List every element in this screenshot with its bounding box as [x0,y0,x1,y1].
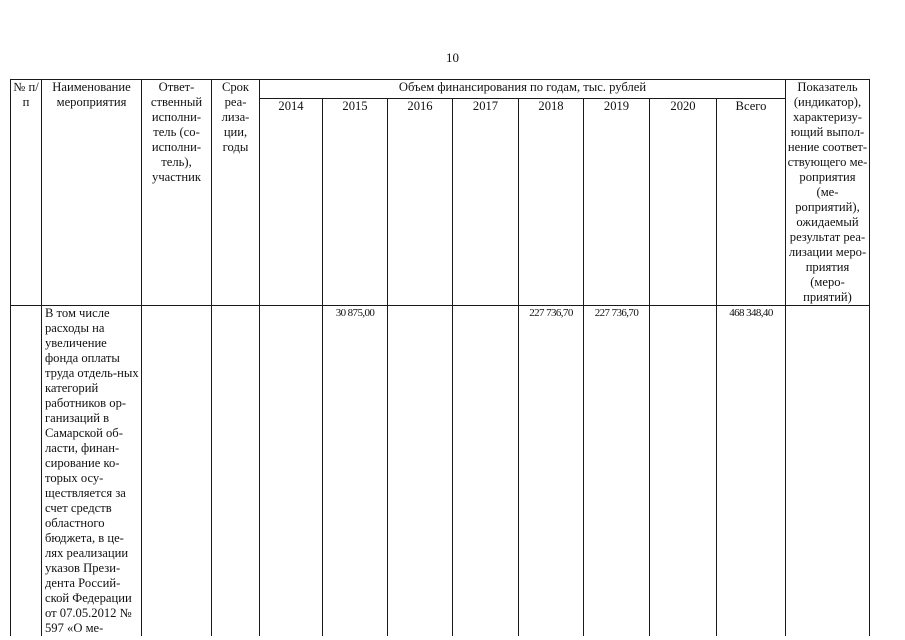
cell-2016 [388,306,453,637]
header-funding-group: Объем финансирования по годам, тыс. рублей [260,80,786,99]
page-number: 10 [446,50,459,65]
table-row [11,306,870,637]
header-term: Срок реа-лиза-ции, годы [212,80,260,306]
header-year-2018: 2018 [519,99,584,306]
cell-executor [142,306,212,637]
cell-total: 468 348,40 [717,306,786,637]
cell-2015: 30 875,00 [323,306,388,637]
cell-name: В том числе расходы на увеличение фонда оплаты труда отдель-ных категорий работников ор-ганизаций в Самарской об-ласти, финан-сирование ко-торых осу-ществляется за счет средств областного бюджета, в це-лях реализации указов Прези-дента Россий-ской Федерации от 07.05.2012 № 597 «О ме- [42,306,142,637]
cell-2017 [453,306,519,637]
header-executor: Ответ-ственный исполни-тель (со-исполни-тель), участник [142,80,212,306]
header-year-2015: 2015 [323,99,388,306]
cell-2020 [650,306,717,637]
cell-2019: 227 736,70 [584,306,650,637]
header-num: № п/п [11,80,42,306]
header-indicator: Показатель (индикатор), характеризу-ющий выпол-нение соответ-ствующего ме-роприятия (ме-роприятий), ожидаемый результат реа-лизации меро-приятия (меро-приятий) [786,80,870,306]
header-year-2019: 2019 [584,99,650,306]
funding-table [10,79,870,636]
cell-2014 [260,306,323,637]
header-total: Всего [717,99,786,306]
cell-indicator [786,306,870,637]
header-year-2017: 2017 [453,99,519,306]
header-name: Наименование мероприятия [42,80,142,306]
header-year-2014: 2014 [260,99,323,306]
cell-term [212,306,260,637]
header-year-2016: 2016 [388,99,453,306]
header-row [11,80,870,99]
header-year-2020: 2020 [650,99,717,306]
cell-num [11,306,42,637]
cell-2018: 227 736,70 [519,306,584,637]
